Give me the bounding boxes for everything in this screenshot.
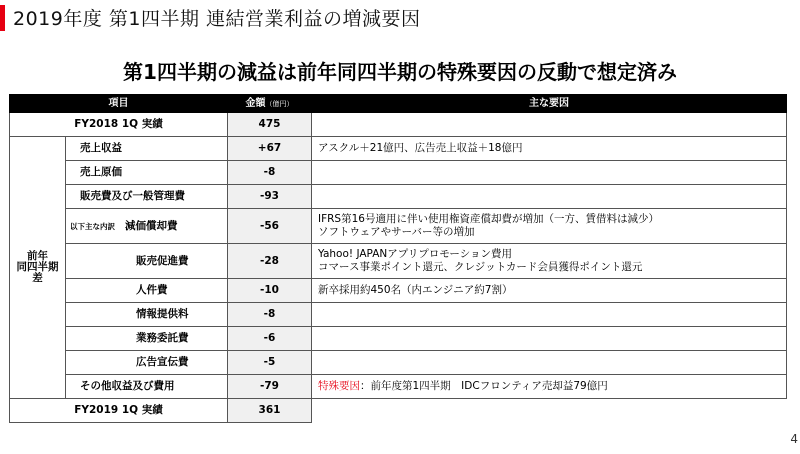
header-item: 項目 xyxy=(10,95,228,113)
table-row xyxy=(10,209,787,244)
page-number: 4 xyxy=(790,432,798,446)
table-row xyxy=(10,244,787,279)
row-label xyxy=(66,209,228,244)
reason-line: アスクル＋21億円、広告売上収益＋18億円 xyxy=(318,142,523,154)
row-amount: -56 xyxy=(228,209,312,244)
operating-income-table xyxy=(9,94,787,423)
reason-line: ソフトウェアやサーバー等の増加 xyxy=(318,226,475,238)
table-header-row xyxy=(10,95,787,113)
row-label-text: 減価償却費 xyxy=(125,219,178,232)
table-row xyxy=(10,161,787,185)
headline: 第1四半期の減益は前年同四半期の特殊要因の反動で想定済み xyxy=(123,60,677,84)
start-row xyxy=(10,113,787,137)
row-amount: -79 xyxy=(228,375,312,399)
row-reason xyxy=(312,351,787,375)
start-amount: 475 xyxy=(228,113,312,137)
table-row xyxy=(10,375,787,399)
title-accent-bar xyxy=(0,5,5,31)
reason-line: コマース事業ポイント還元、クレジットカード会員獲得ポイント還元 xyxy=(318,261,643,273)
row-amount: -6 xyxy=(228,327,312,351)
page-title: 2019年度 第1四半期 連結営業利益の増減要因 xyxy=(13,8,421,30)
row-reason xyxy=(312,279,787,303)
row-label: 人件費 xyxy=(66,279,228,303)
row-label: その他収益及び費用 xyxy=(66,375,228,399)
row-reason xyxy=(312,161,787,185)
group-label-text: 前年 同四半期 差 xyxy=(16,250,59,284)
row-label: 売上原価 xyxy=(66,161,228,185)
start-reason xyxy=(312,113,787,137)
row-amount: -93 xyxy=(228,185,312,209)
row-label: 広告宣伝費 xyxy=(66,351,228,375)
end-amount: 361 xyxy=(228,399,312,423)
row-reason xyxy=(312,209,787,244)
breakdown-prefix: 以下主な内訳 xyxy=(70,221,115,231)
end-label: FY2019 1Q 実績 xyxy=(10,399,228,423)
header-amount-label: 金額 xyxy=(245,97,266,109)
reason-line: Yahoo! JAPANアプリプロモーション費用 xyxy=(318,248,512,260)
row-reason xyxy=(312,244,787,279)
table-row xyxy=(10,185,787,209)
special-factor-detail: ：前年度第1四半期 IDCフロンティア売却益79億円 xyxy=(360,380,608,392)
row-reason xyxy=(312,137,787,161)
row-amount: -8 xyxy=(228,161,312,185)
table-row xyxy=(10,327,787,351)
row-amount: -10 xyxy=(228,279,312,303)
table-row xyxy=(10,303,787,327)
row-amount: -5 xyxy=(228,351,312,375)
end-row xyxy=(10,399,787,423)
row-label: 売上収益 xyxy=(66,137,228,161)
start-label: FY2018 1Q 実績 xyxy=(10,113,228,137)
row-amount: +67 xyxy=(228,137,312,161)
header-amount xyxy=(228,95,312,113)
reason-line: 新卒採用約450名（内エンジニア約7割） xyxy=(318,284,513,296)
row-reason xyxy=(312,303,787,327)
row-label: 情報提供料 xyxy=(66,303,228,327)
table-row xyxy=(10,137,787,161)
row-reason xyxy=(312,185,787,209)
row-label: 販売費及び一般管理費 xyxy=(66,185,228,209)
row-reason xyxy=(312,327,787,351)
header-reason: 主な要因 xyxy=(312,95,787,113)
group-label xyxy=(10,137,66,399)
header-amount-unit: （億円） xyxy=(265,99,294,108)
row-amount: -28 xyxy=(228,244,312,279)
end-reason xyxy=(312,399,787,423)
table-row xyxy=(10,279,787,303)
reason-line: IFRS第16号適用に伴い使用権資産償却費が増加（一方、賃借料は減少） xyxy=(318,213,659,225)
row-reason xyxy=(312,375,787,399)
row-amount: -8 xyxy=(228,303,312,327)
row-label: 業務委託費 xyxy=(66,327,228,351)
special-factor-label: 特殊要因 xyxy=(318,380,360,392)
row-label: 販売促進費 xyxy=(66,244,228,279)
table-row xyxy=(10,351,787,375)
